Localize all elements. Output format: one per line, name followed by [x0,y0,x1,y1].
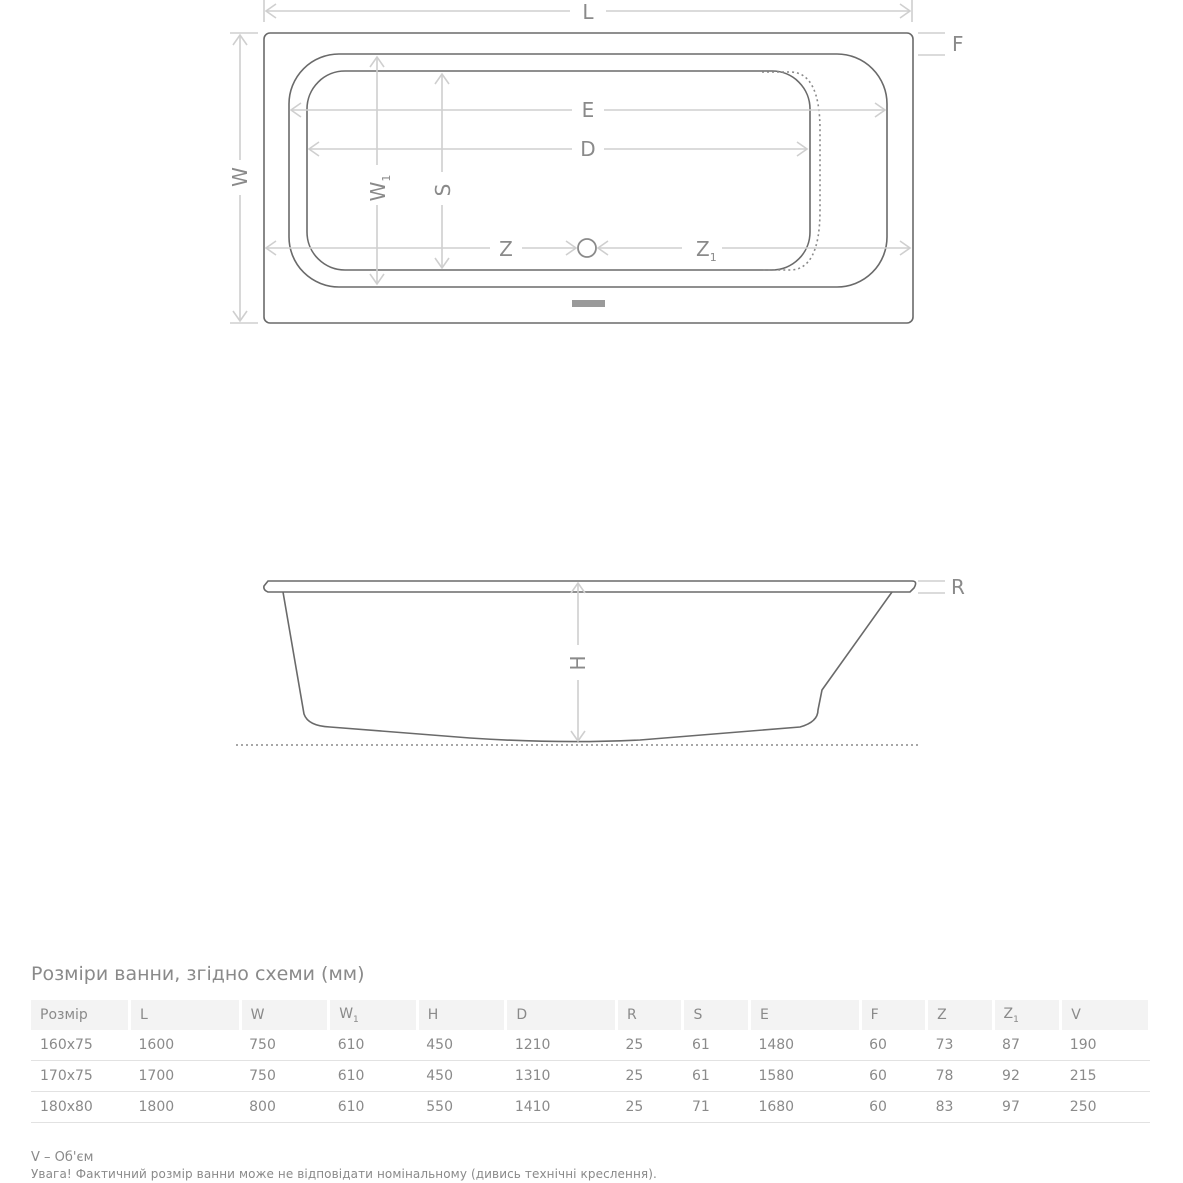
column-header-label: W [250,1007,265,1023]
dimension-E [291,98,885,122]
table-row [31,1092,1150,1123]
label-Z1: $Z_1$ [696,237,717,264]
table-cell: 170x75 [31,1061,130,1092]
dimensions-table [31,1000,1151,1123]
column-header-label: H [427,1007,439,1023]
column-header-label: R [626,1007,637,1023]
dimension-D [309,137,807,161]
column-header [1061,1000,1150,1030]
tub-bottom [307,71,810,270]
column-header [993,1000,1061,1030]
column-header [616,1000,682,1030]
tub-rim-profile [264,581,916,592]
table-cell: 610 [329,1030,418,1061]
column-header-label: Розмір [40,1007,88,1023]
label-F: F [952,32,964,56]
table-cell: 800 [240,1092,329,1123]
label-Z: Z [499,237,513,261]
column-header [329,1000,418,1030]
label-S: S [431,183,455,197]
table-cell: 97 [993,1092,1061,1123]
column-header-label: V [1071,1007,1081,1023]
table-cell: 450 [417,1030,506,1061]
table-cell: 1600 [130,1030,241,1061]
dimension-S [431,74,455,268]
column-header-subscript: 1 [1013,1014,1019,1025]
label-H: H [566,655,590,671]
table-cell: 83 [927,1092,993,1123]
table-cell: 450 [417,1061,506,1092]
column-header [749,1000,860,1030]
table-cell: 550 [417,1092,506,1123]
table-cell: 60 [860,1061,926,1092]
table-header-row [31,1000,1150,1030]
table-cell: 1410 [506,1092,617,1123]
column-header-label: D [516,1007,528,1023]
column-header [31,1000,130,1030]
column-header [506,1000,617,1030]
label-W: W [228,167,252,187]
table-cell: 25 [616,1061,682,1092]
table-cell: 1800 [130,1092,241,1123]
column-header [927,1000,993,1030]
table-cell: 61 [683,1030,749,1061]
column-header [417,1000,506,1030]
headrest-dotted-outline [762,72,820,270]
column-header [683,1000,749,1030]
dimension-Z1 [598,237,910,264]
table-cell: 190 [1061,1030,1150,1061]
dimension-W [228,33,258,323]
dimension-F [918,32,964,56]
label-E: E [581,98,595,122]
table-cell: 1210 [506,1030,617,1061]
overflow-drain [572,300,605,307]
volume-legend: V – Об'єм [31,1150,94,1165]
table-row [31,1030,1150,1061]
table-cell: 750 [240,1061,329,1092]
column-header-label: W [339,1005,354,1022]
table-cell: 610 [329,1061,418,1092]
column-header-subscript: 1 [353,1014,359,1025]
table-cell: 60 [860,1092,926,1123]
table-cell: 92 [993,1061,1061,1092]
table-cell: 1680 [749,1092,860,1123]
dimension-L [264,0,912,24]
side-view [236,575,965,745]
table-cell: 1480 [749,1030,860,1061]
dimension-H [566,583,590,741]
table-body [31,1030,1150,1123]
label-R: R [951,575,965,599]
table-row [31,1061,1150,1092]
table-title: Розміри ванни, згідно схеми (мм) [31,963,365,985]
column-header-label: E [759,1007,769,1023]
column-header-label: L [140,1007,148,1023]
column-header-label: F [870,1007,879,1023]
dimension-R [918,575,965,599]
column-header [240,1000,329,1030]
label-W1: $W_1$ [366,174,393,202]
table-cell: 78 [927,1061,993,1092]
label-L: L [582,0,594,24]
table-cell: 73 [927,1030,993,1061]
label-D: D [580,137,596,161]
table-cell: 1580 [749,1061,860,1092]
column-header-label: Z [937,1007,947,1023]
tub-inner-basin [289,54,887,287]
table-cell: 750 [240,1030,329,1061]
table-cell: 180x80 [31,1092,130,1123]
dimension-Z [266,237,576,261]
column-header-label: Z [1003,1005,1014,1022]
column-header-label: S [693,1007,703,1023]
table-cell: 1310 [506,1061,617,1092]
table-cell: 1700 [130,1061,241,1092]
table-cell: 61 [683,1061,749,1092]
table-cell: 160x75 [31,1030,130,1061]
top-view [228,0,964,323]
table-cell: 215 [1061,1061,1150,1092]
column-header [130,1000,241,1030]
table-cell: 250 [1061,1092,1150,1123]
drain-circle [578,239,596,257]
table-cell: 25 [616,1030,682,1061]
tub-outer-rim [264,33,913,323]
table-cell: 60 [860,1030,926,1061]
column-header [860,1000,926,1030]
table-cell: 610 [329,1092,418,1123]
warning-note: Увага! Фактичний розмір ванни може не відповідати номінальному (дивись технічні креслення). [31,1167,657,1181]
table-cell: 25 [616,1092,682,1123]
table-cell: 87 [993,1030,1061,1061]
table-cell: 71 [683,1092,749,1123]
dimension-W1 [366,57,393,284]
